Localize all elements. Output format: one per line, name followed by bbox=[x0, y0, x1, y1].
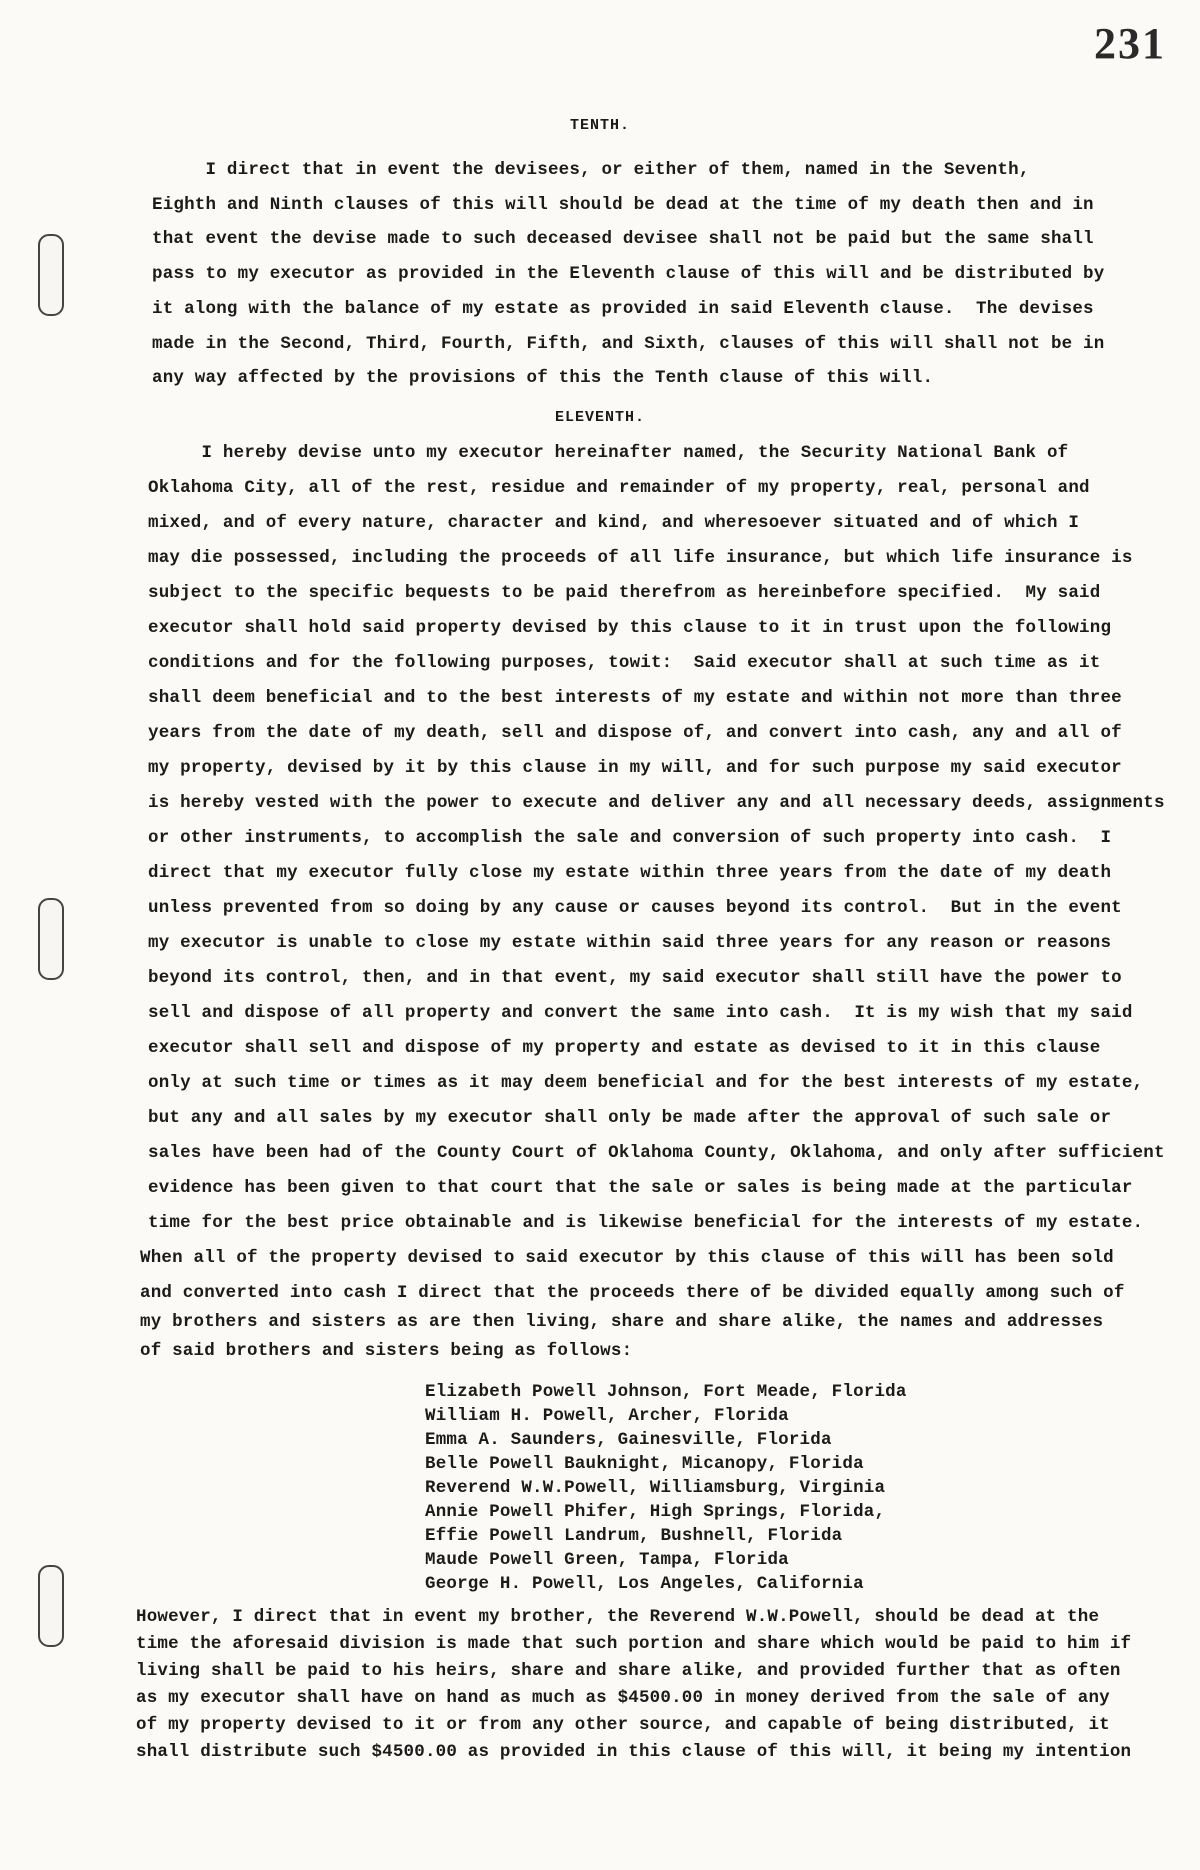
text-line: my property, devised by it by this clause in my will, and for such purpose my said executor bbox=[148, 758, 1122, 778]
text-line: direct that my executor fully close my estate within three years from the date of my death bbox=[148, 863, 1112, 883]
text-line: subject to the specific bequests to be paid therefrom as hereinbefore specified. My said bbox=[148, 583, 1101, 603]
text-line: that event the devise made to such deceased devisee shall not be paid but the same shall bbox=[152, 229, 1094, 249]
text-line: my brothers and sisters as are then living, share and share alike, the names and addresses bbox=[140, 1312, 1104, 1332]
text-line: it along with the balance of my estate as provided in said Eleventh clause. The devises bbox=[152, 299, 1094, 319]
page-number: 231 bbox=[1094, 19, 1166, 68]
text-line: pass to my executor as provided in the Eleventh clause of this will and be distributed by bbox=[152, 264, 1105, 284]
text-line: years from the date of my death, sell and dispose of, and convert into cash, any and all of bbox=[148, 723, 1122, 743]
text-line: executor shall hold said property devised by this clause to it in trust upon the following bbox=[148, 618, 1112, 638]
text-line: is hereby vested with the power to execute and deliver any and all necessary deeds, assignments bbox=[148, 793, 1165, 813]
text-line: and converted into cash I direct that the proceeds there of be divided equally among such of bbox=[140, 1283, 1125, 1303]
text-line: of said brothers and sisters being as follows: bbox=[140, 1341, 633, 1361]
text-line: Oklahoma City, all of the rest, residue and remainder of my property, real, personal and bbox=[148, 478, 1090, 498]
text-line: my executor is unable to close my estate within said three years for any reason or reasons bbox=[148, 933, 1112, 953]
heading-tenth: TENTH. bbox=[569, 117, 630, 134]
text-line: conditions and for the following purposes, towit: Said executor shall at such time as it bbox=[148, 653, 1101, 673]
text-line: or other instruments, to accomplish the sale and conversion of such property into cash. I bbox=[148, 828, 1112, 848]
text-line: as my executor shall have on hand as much as $4500.00 in money derived from the sale of any bbox=[136, 1688, 1110, 1708]
heading-eleventh: ELEVENTH. bbox=[554, 409, 645, 426]
text-line: made in the Second, Third, Fourth, Fifth, and Sixth, clauses of this will shall not be in bbox=[152, 334, 1105, 354]
list-item: William H. Powell, Archer, Florida bbox=[425, 1406, 789, 1426]
text-line: sell and dispose of all property and convert the same into cash. It is my wish that my said bbox=[148, 1003, 1133, 1023]
list-item: Effie Powell Landrum, Bushnell, Florida bbox=[425, 1526, 843, 1546]
binder-punch-hole-top bbox=[38, 234, 64, 316]
text-line: However, I direct that in event my brother, the Reverend W.W.Powell, should be dead at the bbox=[136, 1607, 1100, 1627]
text-line: time the aforesaid division is made that such portion and share which would be paid to him if bbox=[136, 1634, 1132, 1654]
text-line: When all of the property devised to said executor by this clause of this will has been sold bbox=[140, 1248, 1114, 1268]
text-line: mixed, and of every nature, character and kind, and wheresoever situated and of which I bbox=[148, 513, 1080, 533]
text-line: Eighth and Ninth clauses of this will should be dead at the time of my death then and in bbox=[152, 195, 1094, 215]
text-line: but any and all sales by my executor shall only be made after the approval of such sale or bbox=[148, 1108, 1112, 1128]
text-line: only at such time or times as it may deem beneficial and for the best interests of my estate, bbox=[148, 1073, 1144, 1093]
text-line: of my property devised to it or from any other source, and capable of being distributed, it bbox=[136, 1715, 1110, 1735]
list-item: Reverend W.W.Powell, Williamsburg, Virginia bbox=[425, 1478, 886, 1498]
list-item: George H. Powell, Los Angeles, California bbox=[425, 1574, 864, 1594]
text-line: living shall be paid to his heirs, share and share alike, and provided further that as often bbox=[136, 1661, 1121, 1681]
list-item: Emma A. Saunders, Gainesville, Florida bbox=[425, 1430, 832, 1450]
text-line: I direct that in event the devisees, or either of them, named in the Seventh, bbox=[152, 160, 1030, 180]
text-line: executor shall sell and dispose of my property and estate as devised to it in this clause bbox=[148, 1038, 1101, 1058]
text-line: may die possessed, including the proceeds of all life insurance, but which life insurance is bbox=[148, 548, 1133, 568]
text-line: beyond its control, then, and in that event, my said executor shall still have the power to bbox=[148, 968, 1122, 988]
text-line: sales have been had of the County Court of Oklahoma County, Oklahoma, and only after sufficient bbox=[148, 1143, 1165, 1163]
text-line: time for the best price obtainable and is likewise beneficial for the interests of my estate. bbox=[148, 1213, 1144, 1233]
binder-punch-hole-bottom bbox=[38, 1565, 64, 1647]
text-line: shall distribute such $4500.00 as provided in this clause of this will, it being my intention bbox=[136, 1742, 1132, 1762]
list-item: Belle Powell Bauknight, Micanopy, Florida bbox=[425, 1454, 864, 1474]
binder-punch-hole-middle bbox=[38, 898, 64, 980]
list-item: Annie Powell Phifer, High Springs, Florida, bbox=[425, 1502, 886, 1522]
text-line: shall deem beneficial and to the best interests of my estate and within not more than three bbox=[148, 688, 1122, 708]
text-line: any way affected by the provisions of this the Tenth clause of this will. bbox=[152, 368, 934, 388]
list-item: Maude Powell Green, Tampa, Florida bbox=[425, 1550, 789, 1570]
text-line: unless prevented from so doing by any cause or causes beyond its control. But in the event bbox=[148, 898, 1122, 918]
text-line: evidence has been given to that court that the sale or sales is being made at the particular bbox=[148, 1178, 1133, 1198]
list-item: Elizabeth Powell Johnson, Fort Meade, Florida bbox=[425, 1382, 907, 1402]
text-line: I hereby devise unto my executor hereinafter named, the Security National Bank of bbox=[148, 443, 1069, 463]
